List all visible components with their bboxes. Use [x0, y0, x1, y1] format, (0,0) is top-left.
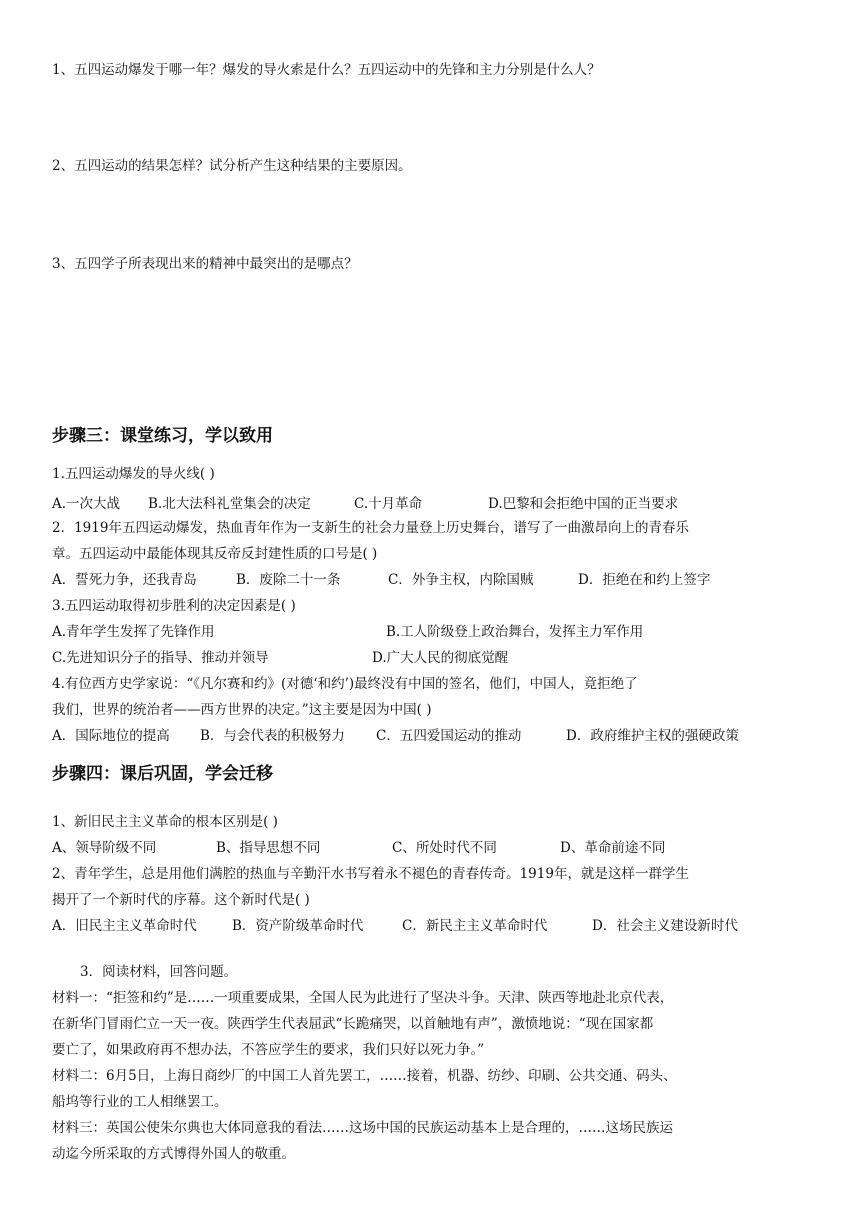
material-3-line1: 材料三：英国公使朱尔典也大体同意我的看法……这场中国的民族运动基本上是合理的，……这场民族运 — [52, 1120, 673, 1136]
step3-ex4-option-c: C．五四爱国运动的推动 — [376, 728, 522, 744]
step3-ex1-option-b: B.北大法科礼堂集会的决定 — [148, 496, 311, 512]
step3-ex4-option-a: A．国际地位的提高 — [52, 728, 170, 744]
question-3: 3、五四学子所表现出来的精神中最突出的是哪点？ — [52, 256, 358, 272]
step4-ex2-stem-line2: 揭开了一个新时代的序幕。这个新时代是( ) — [52, 892, 310, 908]
step3-ex2-option-b: B．废除二十一条 — [236, 572, 341, 588]
step4-ex1-option-c: C、所处时代不同 — [392, 840, 497, 856]
step4-ex3-stem: 3．阅读材料，回答问题。 — [80, 964, 238, 980]
material-1-line1: 材料一：“拒签和约”是……一项重要成果，全国人民为此进行了坚决斗争。天津、陕西等地赴北京代表， — [52, 990, 674, 1006]
step4-ex2-option-b: B．资产阶级革命时代 — [232, 918, 364, 934]
step4-ex2-option-c: C．新民主主义革命时代 — [402, 918, 548, 934]
step3-ex1-option-a: A.一次大战 — [52, 496, 121, 512]
question-2: 2、五四运动的结果怎样？试分析产生这种结果的主要原因。 — [52, 158, 412, 174]
step3-ex1-stem: 1.五四运动爆发的导火线( ) — [52, 466, 215, 482]
step3-ex2-option-c: C．外争主权，内除国贼 — [388, 572, 534, 588]
material-3-line2: 动迄今所采取的方式博得外国人的敬重。 — [52, 1146, 295, 1162]
step3-ex4-option-d: D．政府维护主权的强硬政策 — [566, 728, 739, 744]
step4-ex1-option-d: D、革命前途不同 — [560, 840, 666, 856]
step3-ex3-stem: 3.五四运动取得初步胜利的决定因素是( ) — [52, 598, 296, 614]
step4-ex2-option-d: D．社会主义建设新时代 — [592, 918, 738, 934]
step3-ex2-option-a: A．誓死力争，还我青岛 — [52, 572, 197, 588]
step3-ex3-option-b: B.工人阶级登上政治舞台，发挥主力军作用 — [386, 624, 644, 640]
step3-ex3-option-d: D.广大人民的彻底觉醒 — [372, 650, 509, 666]
material-2-line1: 材料二：6月5日，上海日商纱厂的中国工人首先罢工，……接着，机器、纺纱、印刷、公共交通、码头、 — [52, 1068, 677, 1084]
step3-ex3-option-a: A.青年学生发挥了先锋作用 — [52, 624, 215, 640]
step4-heading: 步骤四：课后巩固，学会迁移 — [52, 764, 273, 784]
step3-ex4-stem-line1: 4.有位西方史学家说：“《凡尔赛和约》(对德‘和约’)最终没有中国的签名，他们，中国人，竟拒绝了 — [52, 676, 638, 692]
material-1-line3: 要亡了，如果政府再不想办法，不答应学生的要求，我们只好以死力争。” — [52, 1042, 485, 1058]
step3-ex2-stem-line1: 2．1919年五四运动爆发，热血青年作为一支新生的社会力量登上历史舞台，谱写了一曲激昂向上的青春乐 — [52, 520, 689, 536]
step4-ex1-option-b: B、指导思想不同 — [216, 840, 321, 856]
step3-ex2-stem-line2: 章。五四运动中最能体现其反帝反封建性质的口号是( ) — [52, 546, 378, 562]
step3-ex2-option-d: D．拒绝在和约上签字 — [578, 572, 711, 588]
material-1-line2: 在新华门冒雨伫立一天一夜。陕西学生代表屈武“长跪痛哭，以首触地有声”，激愤地说：“现在国家都 — [52, 1016, 654, 1032]
step4-ex2-stem-line1: 2、青年学生，总是用他们满腔的热血与辛勤汗水书写着永不褪色的青春传奇。1919年，就是这样一群学生 — [52, 866, 689, 882]
step3-heading: 步骤三：课堂练习，学以致用 — [52, 426, 273, 446]
material-2-line2: 船坞等行业的工人相继罢工。 — [52, 1094, 228, 1110]
question-1: 1、五四运动爆发于哪一年？爆发的导火索是什么？五四运动中的先锋和主力分别是什么人？ — [52, 62, 601, 78]
step4-ex2-option-a: A．旧民主主义革命时代 — [52, 918, 197, 934]
step3-ex4-stem-line2: 我们，世界的统治者——西方世界的决定。”这主要是因为中国( ) — [52, 702, 432, 718]
step3-ex4-option-b: B．与会代表的积极努力 — [200, 728, 345, 744]
step3-ex1-option-c: C.十月革命 — [354, 496, 423, 512]
step3-ex1-option-d: D.巴黎和会拒绝中国的正当要求 — [488, 496, 679, 512]
step4-ex1-stem: 1、新旧民主主义革命的根本区别是( ) — [52, 814, 278, 830]
step3-ex3-option-c: C.先进知识分子的指导、推动并领导 — [52, 650, 269, 666]
step4-ex1-option-a: A、领导阶级不同 — [52, 840, 157, 856]
